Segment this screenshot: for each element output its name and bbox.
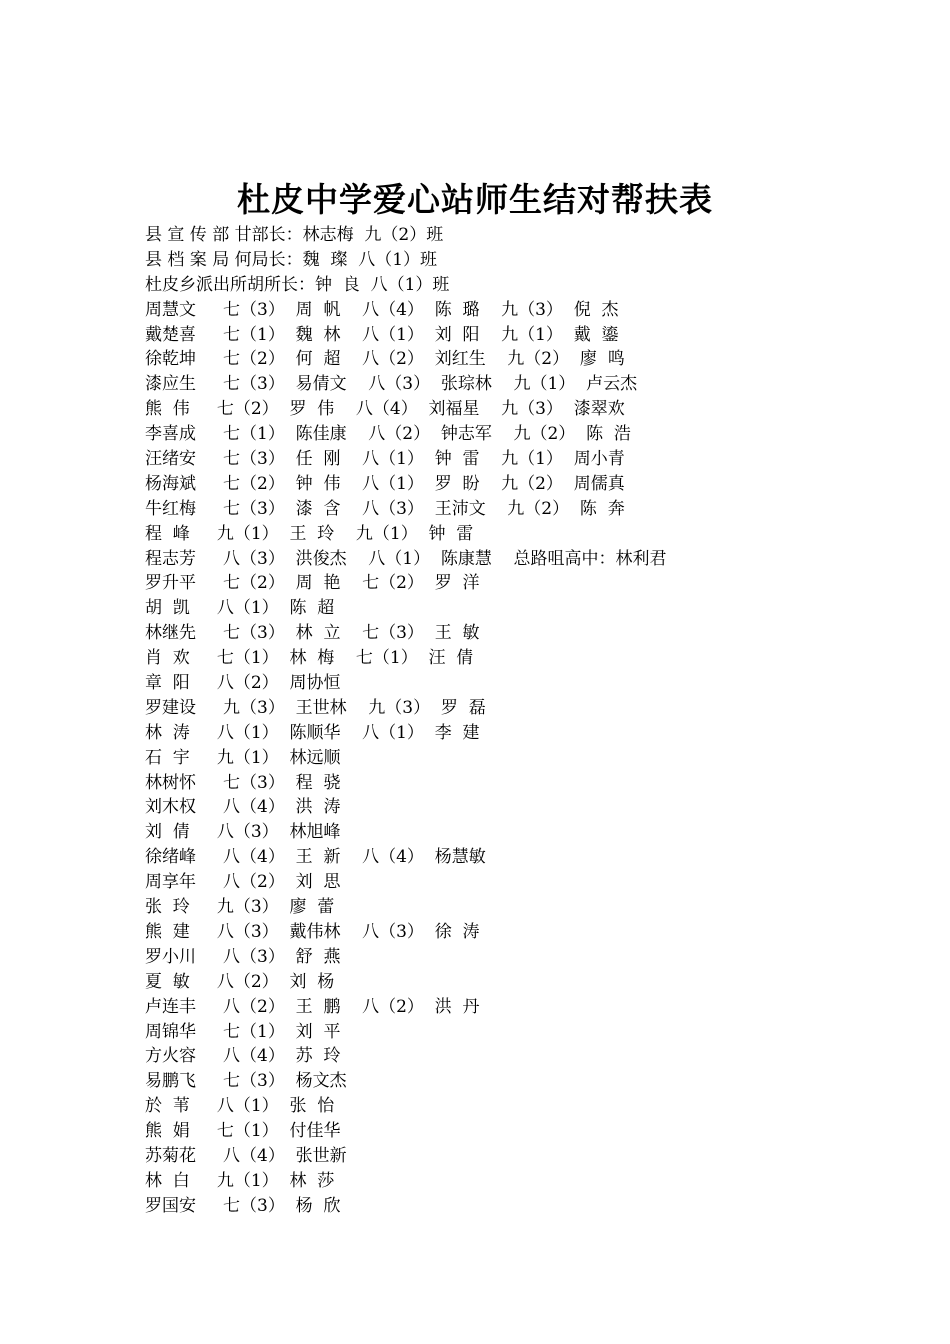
pairing-line: 方火容 八（4） 苏 玲	[145, 1046, 341, 1067]
pairing-line: 汪绪安 七（3） 任 刚 八（1） 钟 雷 九（1） 周小青	[145, 449, 625, 470]
pairing-line: 熊 伟 七（2） 罗 伟 八（4） 刘福星 九（3） 漆翠欢	[145, 399, 625, 420]
pairing-line: 罗升平 七（2） 周 艳 七（2） 罗 洋	[145, 573, 480, 594]
pairing-line: 程志芳 八（3） 洪俊杰 八（1） 陈康慧 总路咀高中：林利君	[145, 548, 667, 569]
pairing-line: 石 宇 九（1） 林远顺	[145, 747, 341, 768]
pairing-line: 县 档 案 局 何局长：魏 璨 八（1）班	[145, 249, 438, 270]
pairing-line: 卢连丰 八（2） 王 鹏 八（2） 洪 丹	[145, 996, 480, 1017]
pairing-line: 漆应生 七（3） 易倩文 八（3） 张琮林 九（1） 卢云杰	[145, 374, 638, 395]
pairing-line: 徐绪峰 八（4） 王 新 八（4） 杨慧敏	[145, 847, 486, 868]
pairing-line: 徐乾坤 七（2） 何 超 八（2） 刘红生 九（2） 廖 鸣	[145, 349, 625, 370]
pairing-line: 罗国安 七（3） 杨 欣	[145, 1195, 341, 1216]
pairing-line: 林 白 九（1） 林 莎	[145, 1170, 335, 1191]
pairing-line: 刘木权 八（4） 洪 涛	[145, 797, 341, 818]
pairing-line: 周慧文 七（3） 周 帆 八（4） 陈 璐 九（3） 倪 杰	[145, 299, 619, 320]
pairing-line: 苏菊花 八（4） 张世新	[145, 1145, 347, 1166]
pairing-line: 易鹏飞 七（3） 杨文杰	[145, 1071, 347, 1092]
pairing-line: 於 苇 八（1） 张 怡	[145, 1096, 335, 1117]
pairing-line: 夏 敏 八（2） 刘 杨	[145, 971, 335, 992]
pairing-line: 杨海斌 七（2） 钟 伟 八（1） 罗 盼 九（2） 周儒真	[145, 473, 625, 494]
pairing-line: 周享年 八（2） 刘 思	[145, 872, 341, 893]
pairing-line: 李喜成 七（1） 陈佳康 八（2） 钟志军 九（2） 陈 浩	[145, 424, 631, 445]
pairing-line: 林 涛 八（1） 陈顺华 八（1） 李 建	[145, 722, 480, 743]
pairing-line: 戴楚喜 七（1） 魏 林 八（1） 刘 阳 九（1） 戴 鎏	[145, 324, 619, 345]
pairing-line: 张 玲 九（3） 廖 蕾	[145, 897, 335, 918]
pairing-line: 熊 建 八（3） 戴伟林 八（3） 徐 涛	[145, 921, 480, 942]
pairing-line: 周锦华 七（1） 刘 平	[145, 1021, 341, 1042]
pairing-line: 县 宣 传 部 甘部长：林志梅 九（2）班	[145, 225, 444, 245]
pairing-line: 牛红梅 七（3） 漆 含 八（3） 王沛文 九（2） 陈 奔	[145, 498, 625, 519]
pairing-list	[145, 223, 905, 1219]
pairing-line: 熊 娟 七（1） 付佳华	[145, 1121, 341, 1142]
pairing-line: 罗小川 八（3） 舒 燕	[145, 946, 341, 967]
document-title: 杜皮中学爱心站师生结对帮扶表	[237, 180, 713, 219]
pairing-line: 胡 凯 八（1） 陈 超	[145, 598, 335, 619]
pairing-line: 刘 倩 八（3） 林旭峰	[145, 822, 341, 843]
pairing-line: 林继先 七（3） 林 立 七（3） 王 敏	[145, 623, 480, 644]
pairing-line: 肖 欢 七（1） 林 梅 七（1） 汪 倩	[145, 648, 474, 669]
pairing-line: 杜皮乡派出所胡所长：钟 良 八（1）班	[145, 274, 450, 295]
pairing-line: 章 阳 八（2） 周协恒	[145, 673, 341, 694]
pairing-line: 程 峰 九（1） 王 玲 九（1） 钟 雷	[145, 523, 474, 544]
pairing-line: 罗建设 九（3） 王世林 九（3） 罗 磊	[145, 697, 486, 718]
pairing-line: 林树怀 七（3） 程 骁	[145, 772, 341, 793]
